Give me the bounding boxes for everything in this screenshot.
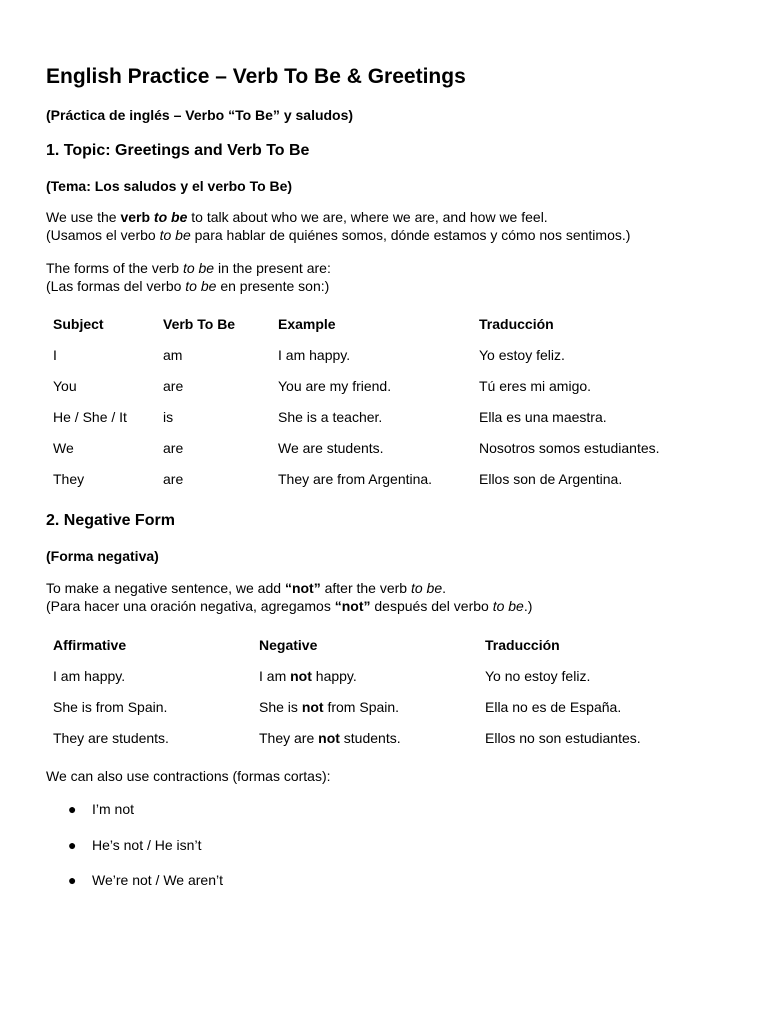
italic-text: to be xyxy=(182,260,215,276)
document-subtitle: (Práctica de inglés – Verbo “To Be” y saludos) xyxy=(46,107,354,123)
text-run: (Las formas del verbo xyxy=(46,278,186,294)
document-title: English Practice – Verb To Be & Greetings xyxy=(46,65,466,88)
translation-cell: Tú eres mi amigo. xyxy=(479,377,592,394)
verb-cell: is xyxy=(163,408,174,425)
translation-cell: Ella no es de España. xyxy=(485,698,622,715)
bold-text: not xyxy=(301,698,324,715)
text-run: She is xyxy=(259,698,302,715)
verb-cell: are xyxy=(163,439,184,456)
text-run: We use the xyxy=(46,209,121,225)
translation-cell: Nosotros somos estudiantes. xyxy=(479,439,660,456)
table-row xyxy=(53,691,695,722)
text-run: in the present are: xyxy=(214,260,331,276)
text-run: .) xyxy=(523,598,533,614)
verb-cell: are xyxy=(163,470,184,487)
section1-subheading: (Tema: Los saludos y el verbo To Be) xyxy=(46,178,293,194)
text-run: students. xyxy=(339,729,401,746)
subject-cell: They xyxy=(53,470,85,487)
bold-text: not xyxy=(318,729,340,746)
text-run: (Usamos el verbo xyxy=(46,227,160,243)
negative-cell xyxy=(259,722,485,753)
italic-text: to be xyxy=(185,278,217,294)
negative-cell xyxy=(259,691,485,722)
text-run: To make a negative sentence, we add xyxy=(46,580,285,596)
subject-cell: You xyxy=(53,377,77,394)
list-item xyxy=(46,836,223,872)
bold-text: “not” xyxy=(334,598,371,614)
italic-text: to be xyxy=(492,598,524,614)
list-item-text: He’s not / He isn’t xyxy=(92,836,202,853)
subject-cell: He / She / It xyxy=(53,408,127,425)
verb-cell: am xyxy=(163,346,183,363)
text-run: They are xyxy=(259,729,319,746)
text-run: after the verb xyxy=(320,580,411,596)
translation-cell: Ellos no son estudiantes. xyxy=(485,729,641,746)
section1-heading: 1. Topic: Greetings and Verb To Be xyxy=(46,142,310,159)
table-header-row xyxy=(53,629,695,660)
example-cell: She is a teacher. xyxy=(278,408,383,425)
example-cell: I am happy. xyxy=(278,346,351,363)
italic-text: to be xyxy=(159,227,191,243)
subject-cell: I xyxy=(53,346,57,363)
verb-cell: are xyxy=(163,377,184,394)
list-item-text: I’m not xyxy=(92,801,135,817)
column-header: Traducción xyxy=(479,315,554,332)
translation-cell: Yo no estoy feliz. xyxy=(485,667,591,684)
list-item xyxy=(46,800,223,836)
bold-text: not xyxy=(290,667,312,684)
translation-cell: Ella es una maestra. xyxy=(479,408,607,425)
bold-italic-text: to be xyxy=(153,209,188,225)
text-run: después del verbo xyxy=(370,598,493,614)
example-cell: You are my friend. xyxy=(278,377,392,394)
section2-subheading: (Forma negativa) xyxy=(46,548,159,564)
affirmative-cell: She is from Spain. xyxy=(53,698,168,715)
text-run: en presente son:) xyxy=(216,278,330,294)
example-cell: They are from Argentina. xyxy=(278,470,433,487)
list-item-text: We’re not / We aren’t xyxy=(92,872,223,888)
negative-cell xyxy=(259,660,485,691)
bullet-icon: ● xyxy=(68,801,77,817)
contractions-intro: We can also use contractions (formas cortas): xyxy=(46,768,331,784)
bullet-icon: ● xyxy=(68,872,77,888)
verb-to-be-table xyxy=(53,308,679,494)
column-header: Example xyxy=(278,315,336,332)
table-row xyxy=(53,432,679,463)
section1-paragraph1 xyxy=(46,208,630,244)
subject-cell: We xyxy=(53,439,74,456)
list-item xyxy=(46,871,223,907)
text-run: The forms of the verb xyxy=(46,260,183,276)
example-cell: We are students. xyxy=(278,439,384,456)
text-run: to talk about who we are, where we are, and how we feel. xyxy=(187,209,548,225)
column-header: Affirmative xyxy=(53,636,127,653)
text-run: . xyxy=(442,580,447,596)
section1-paragraph2 xyxy=(46,259,331,295)
table-row xyxy=(53,370,679,401)
translation-cell: Yo estoy feliz. xyxy=(479,346,565,363)
bold-text: “not” xyxy=(284,580,321,596)
italic-text: to be xyxy=(410,580,443,596)
translation-cell: Ellos son de Argentina. xyxy=(479,470,623,487)
text-run: from Spain. xyxy=(323,698,400,715)
bullet-icon: ● xyxy=(68,836,77,853)
text-run: happy. xyxy=(311,667,357,684)
table-row xyxy=(53,401,679,432)
affirmative-cell: They are students. xyxy=(53,729,169,746)
table-row xyxy=(53,660,695,691)
negative-form-table xyxy=(53,629,695,753)
column-header: Traducción xyxy=(485,636,560,653)
section2-heading: 2. Negative Form xyxy=(46,512,175,529)
column-header: Verb To Be xyxy=(163,315,236,332)
contractions-list xyxy=(46,800,223,907)
column-header: Subject xyxy=(53,315,104,332)
table-row xyxy=(53,463,679,494)
text-run: I am xyxy=(259,667,291,684)
section2-paragraph1 xyxy=(46,579,532,615)
text-run: (Para hacer una oración negativa, agregamos xyxy=(46,598,335,614)
table-row xyxy=(53,339,679,370)
text-run: para hablar de quiénes somos, dónde estamos y cómo nos sentimos.) xyxy=(190,227,631,243)
column-header: Negative xyxy=(259,636,318,653)
table-row xyxy=(53,722,695,753)
table-header-row xyxy=(53,308,679,339)
affirmative-cell: I am happy. xyxy=(53,667,126,684)
bold-text: verb xyxy=(120,209,154,225)
